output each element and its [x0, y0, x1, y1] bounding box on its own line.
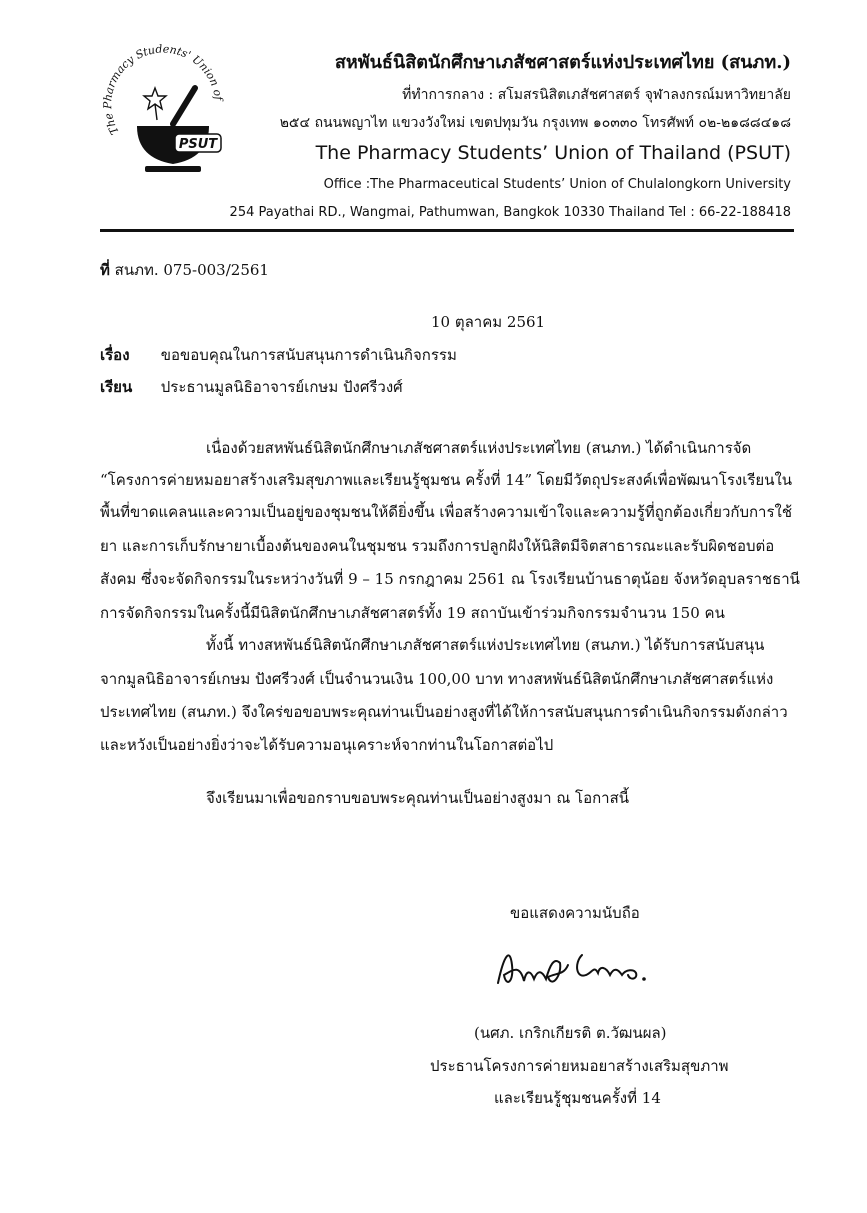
header-divider [100, 229, 794, 232]
org-name-thai: สหพันธ์นิสิตนักศึกษาเภสัชศาสตร์แห่งประเทศไทย (สนภท.) [334, 52, 791, 73]
paragraph2-line: และหวังเป็นอย่างยิ่งว่าจะได้รับความอนุเคราะห์จากท่านในโอกาสต่อไป [100, 736, 554, 754]
recipient-label: เรียน [100, 378, 133, 396]
recipient-line [100, 375, 403, 399]
paragraph1-line: การจัดกิจกรรมในครั้งนี้มีนิสิตนักศึกษาเภสัชศาสตร์ทั้ง 19 สถาบันเข้าร่วมกิจกรรมจำนวน 150 คน [100, 604, 725, 622]
paragraph1-line: ยา และการเก็บรักษายาเบื้องต้นของคนในชุมชน รวมถึงการปลูกฝังให้นิสิตมีจิตสาธารณะและรับผิดชอบต่อ [100, 537, 775, 555]
paragraph1-line: “โครงการค่ายหมอยาสร้างเสริมสุขภาพและเรียนรู้ชุมชน ครั้งที่ 14” โดยมีวัตถุประสงค์เพื่อพัฒนาโรงเรียนใน [100, 471, 793, 489]
reference-number [100, 258, 269, 282]
paragraph1-line: สังคม ซึ่งจะจัดกิจกรรมในระหว่างวันที่ 9 – 15 กรกฎาคม 2561 ณ โรงเรียนบ้านธาตุน้อย จังหวัดอุบลราชธานี [100, 570, 800, 588]
paragraph1-line: พื้นที่ขาดแคลนและความเป็นอยู่ของชุมชนให้ดียิ่งขึ้น เพื่อสร้างความเข้าใจและความรู้ที่ถูกต้องเกี่ยวกับการใช้ [100, 503, 793, 521]
org-name-english: The Pharmacy Students’ Union of Thailand (PSUT) [315, 142, 791, 164]
logo-ring-text: The Pharmacy Students' Union of [101, 42, 226, 137]
reference-label: ที่ [100, 261, 110, 279]
handwritten-signature [490, 935, 660, 1000]
subject-value: ขอขอบคุณในการสนับสนุนการดำเนินกิจกรรม [160, 346, 457, 364]
logo-badge-text: PSUT [178, 137, 218, 152]
reference-value: สนภท. 075-003/2561 [114, 261, 269, 279]
mortar-pestle-icon [97, 40, 237, 180]
paragraph2-line: จากมูลนิธิอาจารย์เกษม ปังศรีวงศ์ เป็นจำนวนเงิน 100,00 บาท ทางสหพันธ์นิสิตนักศึกษาเภสัชศาสตร์แห่ง [100, 670, 774, 688]
paragraph2-line: ทั้งนี้ ทางสหพันธ์นิสิตนักศึกษาเภสัชศาสตร์แห่งประเทศไทย (สนภท.) ได้รับการสนับสนุน [206, 636, 765, 654]
paragraph2-line: ประเทศไทย (สนภท.) จึงใคร่ขอขอบพระคุณท่านเป็นอย่างสูงที่ได้ให้การสนับสนุนการดำเนินกิจกรรมดังกล่าว [100, 703, 788, 721]
paragraph1-line: เนื่องด้วยสหพันธ์นิสิตนักศึกษาเภสัชศาสตร์แห่งประเทศไทย (สนภท.) ได้ดำเนินการจัด [206, 439, 752, 457]
office-english: Office :The Pharmaceutical Students’ Union of Chulalongkorn University [323, 177, 791, 192]
letter-date: 10 ตุลาคม 2561 [431, 313, 546, 331]
address-thai: ๒๕๔ ถนนพญาไท แขวงวังใหม่ เขตปทุมวัน กรุงเทพ ๑๐๓๓๐ โทรศัพท์ ๐๒-๒๑๘๘๔๑๘ [279, 115, 791, 131]
closing-sentence: จึงเรียนมาเพื่อขอกราบขอบพระคุณท่านเป็นอย่างสูงมา ณ โอกาสนี้ [206, 789, 629, 807]
valediction: ขอแสดงความนับถือ [510, 904, 640, 922]
office-thai: ที่ทำการกลาง : สโมสรนิสิตเภสัชศาสตร์ จุฬาลงกรณ์มหาวิทยาลัย [402, 87, 791, 103]
signer-name: (นศภ. เกริกเกียรติ ต.วัฒนผล) [474, 1024, 667, 1042]
signer-title-line1: ประธานโครงการค่ายหมอยาสร้างเสริมสุขภาพ [430, 1057, 729, 1075]
recipient-value: ประธานมูลนิธิอาจารย์เกษม ปังศรีวงศ์ [160, 378, 403, 396]
subject-label: เรื่อง [100, 346, 130, 364]
organization-logo [97, 40, 237, 180]
signer-title-line2: และเรียนรู้ชุมชนครั้งที่ 14 [494, 1089, 661, 1107]
address-english: 254 Payathai RD., Wangmai, Pathumwan, Bangkok 10330 Thailand Tel : 66-22-188418 [229, 205, 791, 220]
subject-line [100, 343, 457, 367]
